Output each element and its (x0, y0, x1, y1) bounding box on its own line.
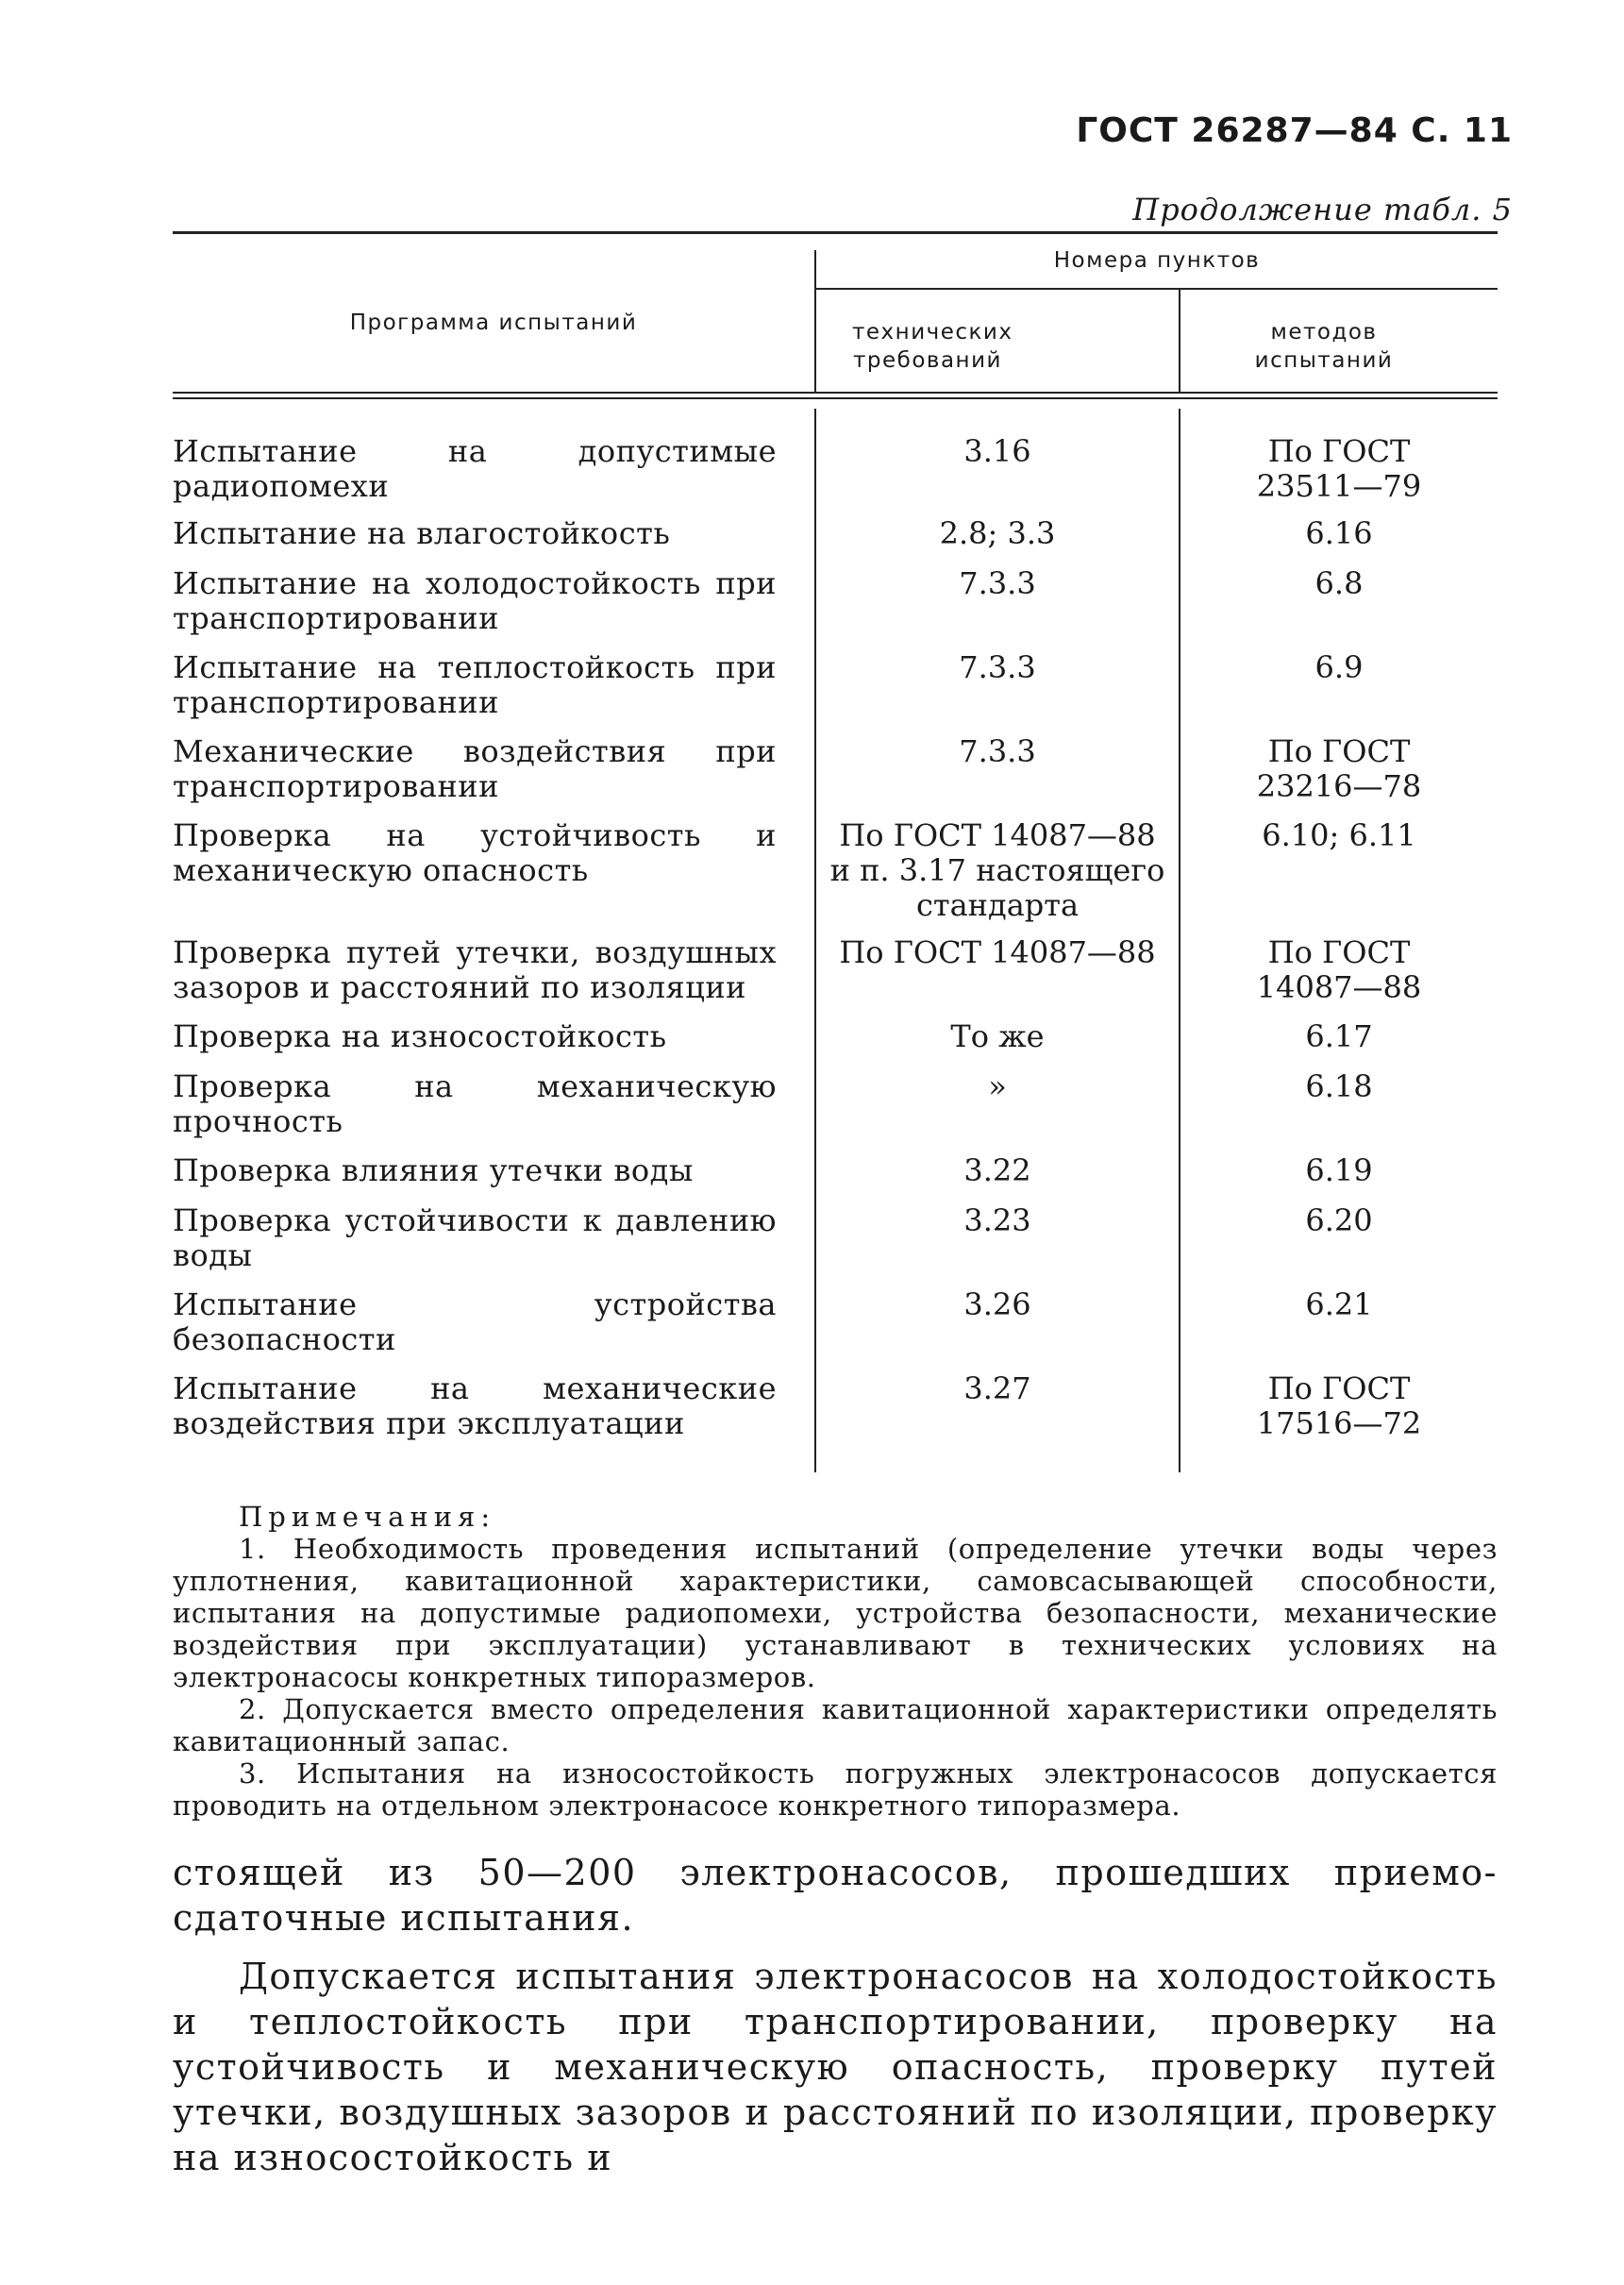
row-name: Проверка на устойчивость и механическую опасность (173, 817, 777, 888)
row-tech: 2.8; 3.3 (939, 515, 1056, 551)
header-group: Номера пунктов (1053, 248, 1261, 273)
row-name: Испытание на холодостойкость при транспортировании (173, 565, 777, 636)
note-item: 3. Испытания на износостойкость погружных электронасосов допускается проводить на отдельном электронасосе конкретного типоразмера. (173, 1757, 1498, 1822)
header-bottom-rule-2 (173, 397, 1498, 399)
row-methods: По ГОСТ 17516—72 (1256, 1370, 1422, 1441)
row-tech: 3.23 (963, 1202, 1031, 1238)
header-bottom-rule-1 (173, 392, 1498, 394)
row-tech: 3.26 (963, 1286, 1031, 1322)
row-tech: 7.3.3 (959, 649, 1036, 685)
row-name: Испытание на теплостойкость при транспортировании (173, 649, 777, 720)
header-divider-sub (1179, 290, 1180, 392)
paragraph-continuation: стоящей из 50—200 электронасосов, прошедших приемо-сдаточные испытания. (173, 1852, 1498, 1939)
row-name: Механические воздействия при транспортировании (173, 733, 777, 804)
header-tech: технических требований (852, 320, 1013, 373)
table-notes (173, 1501, 1498, 1822)
note-item: 1. Необходимость проведения испытаний (определение утечки воды через уплотнения, кавитационной характеристики, самовсасывающей способности, испытания на допустимые радиопомехи, устройства безопасности, механические воздействия при эксплуатации) устанавливают в технических условиях на электронасосы конкретных типоразмеров. (173, 1533, 1498, 1693)
document-code: ГОСТ 26287—84 С. 11 (1076, 111, 1513, 150)
row-tech: То же (950, 1018, 1045, 1054)
note-item: 2. Допускается вместо определения кавитационной характеристики определять кавитационный запас. (173, 1693, 1498, 1757)
header-methods: методов испытаний (1254, 320, 1394, 373)
row-tech: По ГОСТ 14087—88 и п. 3.17 настоящего стандарта (829, 817, 1165, 923)
row-tech: 7.3.3 (959, 733, 1036, 769)
row-methods: 6.8 (1314, 565, 1364, 601)
row-methods: 6.20 (1305, 1202, 1373, 1238)
row-methods: 6.17 (1305, 1018, 1373, 1054)
row-tech: По ГОСТ 14087—88 (839, 934, 1156, 970)
row-name: Испытание на механические воздействия при эксплуатации (173, 1370, 777, 1441)
row-methods: По ГОСТ 14087—88 (1256, 934, 1422, 1005)
row-name: Проверка на механическую прочность (173, 1068, 777, 1139)
table-top-rule (173, 231, 1498, 234)
body-text (173, 1850, 1498, 2180)
test-program-table (173, 231, 1498, 1472)
row-tech: » (988, 1068, 1007, 1104)
notes-title: Примечания: (239, 1501, 496, 1533)
row-name: Испытание на влагостойкость (173, 515, 671, 551)
table-caption: Продолжение табл. 5 (1132, 192, 1513, 227)
header-group-rule (814, 288, 1498, 290)
row-name: Проверка влияния утечки воды (173, 1152, 694, 1188)
row-name: Испытание на допустимые радиопомехи (173, 433, 777, 504)
row-tech: 3.27 (963, 1370, 1031, 1406)
row-methods: По ГОСТ 23216—78 (1256, 733, 1422, 804)
row-methods: 6.9 (1314, 649, 1364, 685)
row-methods: 6.21 (1305, 1286, 1373, 1322)
paragraph: Допускается испытания электронасосов на холодостойкость и теплостойкость при транспортировании, проверку на устойчивость и механическую опасность, проверку путей утечки, воздушных зазоров и расстояний по изоляции, проверку на износостойкость и (173, 1956, 1498, 2178)
row-name: Проверка путей утечки, воздушных зазоров и расстояний по изоляции (173, 934, 777, 1005)
row-methods: 6.19 (1305, 1152, 1373, 1188)
row-name: Испытание устройства безопасности (173, 1286, 777, 1357)
header-program: Программа испытаний (349, 311, 638, 335)
row-tech: 3.22 (963, 1152, 1031, 1188)
row-name: Проверка устойчивости к давлению воды (173, 1202, 777, 1273)
row-name: Проверка на износостойкость (173, 1018, 667, 1054)
row-tech: 7.3.3 (959, 565, 1036, 601)
row-methods: 6.18 (1305, 1068, 1373, 1104)
row-methods: По ГОСТ 23511—79 (1256, 433, 1422, 504)
row-tech: 3.16 (963, 433, 1031, 469)
row-methods: 6.16 (1305, 515, 1373, 551)
row-methods: 6.10; 6.11 (1262, 817, 1416, 853)
